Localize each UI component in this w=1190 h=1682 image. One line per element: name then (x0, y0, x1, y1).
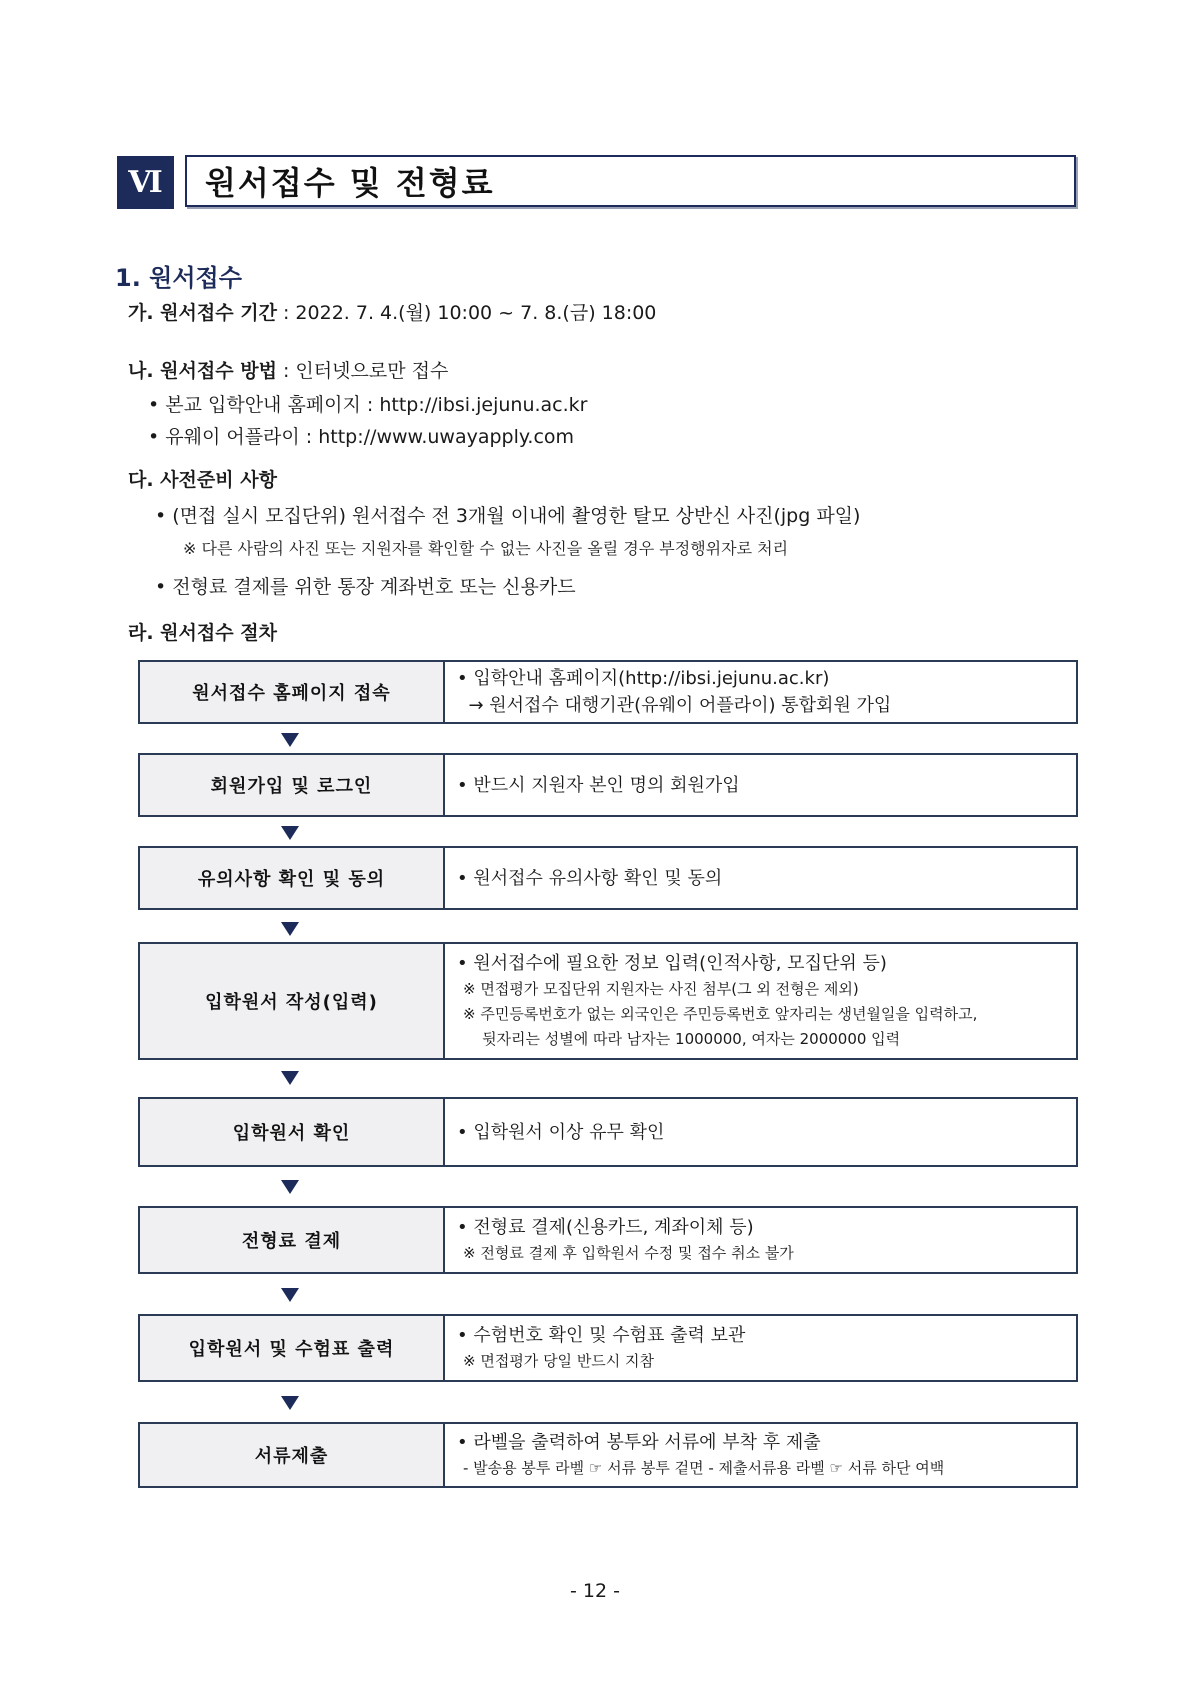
desc-note: ※ 면접평가 당일 반드시 지참 (463, 1352, 655, 1370)
chapter-title-box (185, 155, 1076, 207)
desc-line: • 입학안내 홈페이지(http://ibsi.jejunu.ac.kr) (457, 668, 830, 689)
flow-arrow-down (281, 922, 299, 936)
desc-line: • 원서접수 유의사항 확인 및 동의 (457, 867, 723, 889)
flow-arrow-down (281, 1396, 299, 1410)
flow-step-label: 전형료 결제 (140, 1208, 445, 1272)
flow-step-label: 입학원서 및 수험표 출력 (140, 1316, 445, 1380)
flow-step-label: 원서접수 홈페이지 접속 (140, 662, 445, 722)
method-item-uway: • 유웨이 어플라이 : http://www.uwayapply.com (148, 426, 575, 448)
desc-note: - 발송용 봉투 라벨 ☞ 서류 봉투 겉면 - 제출서류용 라벨 ☞ 서류 하단 여백 (463, 1459, 945, 1477)
method-item-homepage: • 본교 입학안내 홈페이지 : http://ibsi.jejunu.ac.kr (148, 394, 588, 416)
method-label: 나. 원서접수 방법 (128, 360, 277, 382)
desc-line: • 수험번호 확인 및 수험표 출력 보관 (457, 1325, 746, 1346)
flow-step-desc (445, 1424, 1076, 1486)
desc-line: • 라벨을 출력하여 봉투와 서류에 부착 후 제출 (457, 1432, 821, 1453)
flow-step-desc (445, 755, 1076, 815)
flow-step-label: 회원가입 및 로그인 (140, 755, 445, 815)
method-value: : 인터넷으로만 접수 (282, 360, 449, 382)
period-label: 가. 원서접수 기간 (128, 302, 277, 324)
flow-arrow-down (281, 826, 299, 840)
prep-label: 다. 사전준비 사항 (128, 469, 277, 491)
flow-row-3 (138, 846, 1078, 910)
flow-step-desc (445, 1099, 1076, 1165)
period-line (128, 298, 656, 325)
desc-note: ※ 전형료 결제 후 입학원서 수정 및 접수 취소 불가 (463, 1244, 794, 1262)
flow-arrow-down (281, 1180, 299, 1194)
section-title: 1. 원서접수 (115, 264, 242, 292)
desc-line: • 입학원서 이상 유무 확인 (457, 1121, 665, 1143)
page-number: - 12 - (570, 1580, 620, 1602)
flow-row-7 (138, 1314, 1078, 1382)
chapter-title: 원서접수 및 전형료 (205, 164, 495, 202)
prep-item-payment: • 전형료 결제를 위한 통장 계좌번호 또는 신용카드 (155, 576, 576, 598)
desc-line: • 원서접수에 필요한 정보 입력(인적사항, 모집단위 등) (457, 953, 887, 974)
flow-row-5 (138, 1097, 1078, 1167)
flow-arrow-down (281, 1288, 299, 1302)
flow-row-8 (138, 1422, 1078, 1488)
flow-row-6 (138, 1206, 1078, 1274)
desc-line: → 원서접수 대행기관(유웨이 어플라이) 통합회원 가입 (457, 695, 892, 716)
flow-step-label: 서류제출 (140, 1424, 445, 1486)
chapter-number: Ⅵ (117, 156, 174, 209)
procedure-label: 라. 원서접수 절차 (128, 622, 277, 644)
prep-note-photo: ※ 다른 사람의 사진 또는 지원자를 확인할 수 없는 사진을 올릴 경우 부정행위자로 처리 (183, 539, 789, 558)
flow-step-desc (445, 1316, 1076, 1380)
flow-row-4 (138, 942, 1078, 1060)
desc-line: • 반드시 지원자 본인 명의 회원가입 (457, 774, 740, 796)
flow-step-label: 입학원서 확인 (140, 1099, 445, 1165)
procedure-line (128, 618, 277, 645)
flow-step-desc (445, 848, 1076, 908)
prep-item-photo: • (면접 실시 모집단위) 원서접수 전 3개월 이내에 촬영한 탈모 상반신 사진(jpg 파일) (155, 505, 861, 527)
desc-note: 뒷자리는 성별에 따라 남자는 1000000, 여자는 2000000 입력 (463, 1030, 901, 1048)
desc-line: • 전형료 결제(신용카드, 계좌이체 등) (457, 1217, 754, 1238)
method-line (128, 356, 448, 383)
desc-note: ※ 면접평가 모집단위 지원자는 사진 첨부(그 외 전형은 제외) (463, 980, 859, 998)
flow-step-desc (445, 944, 1076, 1058)
prep-line (128, 465, 277, 492)
flow-arrow-down (281, 733, 299, 747)
flow-row-2 (138, 753, 1078, 817)
desc-note: ※ 주민등록번호가 없는 외국인은 주민등록번호 앞자리는 생년월일을 입력하고, (463, 1005, 978, 1023)
flow-step-desc (445, 1208, 1076, 1272)
flow-arrow-down (281, 1071, 299, 1085)
flow-row-1 (138, 660, 1078, 724)
flow-step-desc (445, 662, 1076, 722)
flow-step-label: 유의사항 확인 및 동의 (140, 848, 445, 908)
period-value: : 2022. 7. 4.(월) 10:00 ~ 7. 8.(금) 18:00 (282, 302, 657, 324)
flow-step-label: 입학원서 작성(입력) (140, 944, 445, 1058)
